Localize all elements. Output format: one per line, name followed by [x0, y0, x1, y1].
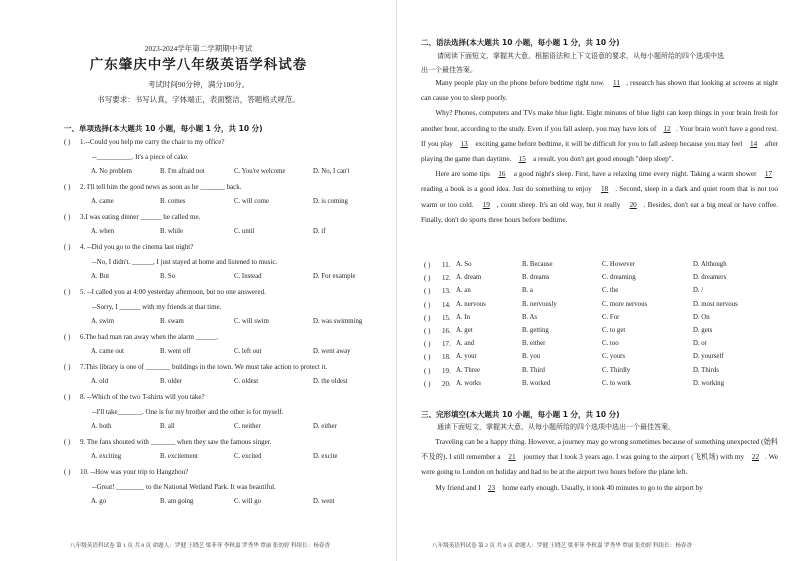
- passage-text: journey that I took 3 years ago. I was going to the airport (飞机场) with my: [521, 453, 747, 462]
- answer-bracket[interactable]: ( ): [64, 243, 71, 251]
- passage-text: , research has shown that looking at screens at night can cause you to sleep poorly.: [421, 79, 779, 103]
- answer-bracket[interactable]: ( ): [424, 327, 431, 335]
- passage-text: a result, you don't get good enough "deep sleep".: [531, 155, 674, 164]
- answer-bracket[interactable]: ( ): [64, 333, 71, 341]
- answer-option[interactable]: A. an: [456, 287, 471, 295]
- question-stem: 2. I'll tell him the good news as soon as he _______ back.: [80, 183, 242, 191]
- passage-paragraph: [421, 76, 778, 106]
- question-stem-reply: --I'll take_______. One is for my brother and the other is for myself.: [92, 408, 284, 416]
- section-2-heading: 二、语法选择(本大题共 10 小题，每小题 1 分，共 10 分): [421, 38, 620, 47]
- answer-option[interactable]: D. is coming: [313, 198, 348, 205]
- cloze-passage: [421, 435, 778, 496]
- answer-option[interactable]: B. you: [522, 353, 541, 361]
- answer-option[interactable]: B. swam: [160, 318, 184, 325]
- question-stem: 8. --Which of the two T-shirts will you take?: [80, 393, 205, 401]
- answer-option[interactable]: B. excitement: [160, 453, 198, 460]
- answer-option[interactable]: C. Instead: [234, 273, 262, 280]
- answer-option[interactable]: A. when: [91, 228, 115, 235]
- question-number: 18.: [442, 353, 451, 362]
- passage-text: . Besides, don't eat a big meal or have coffee. Finally, don't do sports three hours before bedtime.: [421, 200, 779, 224]
- answer-option[interactable]: B. As: [522, 313, 538, 321]
- passage-text: . We were going to London on holiday and had to be at the airport two hours before the plane left.: [421, 453, 778, 477]
- passage-text: My friend and I: [435, 483, 483, 492]
- passage-text: . Your brain won't have a good rest. If you play: [421, 124, 779, 148]
- question-stem: 9. The fans shouted with _______ when they saw the famous singer.: [80, 438, 272, 446]
- section-3-instruction: 通读下面短文，掌握其大意，从每小题所给的四个选项中选出一个最佳答案。: [437, 423, 675, 431]
- exam-info: 考试时间90分钟，满分100分。: [147, 80, 250, 89]
- answer-option[interactable]: C. left out: [234, 348, 262, 355]
- answer-option[interactable]: D. dreamers: [693, 274, 727, 282]
- question-stem: 10. --How was your trip to Hangzhou?: [80, 468, 189, 476]
- answer-option[interactable]: D. excite: [313, 453, 338, 460]
- answer-option[interactable]: D. working: [693, 379, 724, 387]
- question-stem: 6.The bad man ran away when the alarm ______.: [80, 333, 219, 341]
- answer-option[interactable]: B. dreams: [522, 274, 550, 282]
- answer-option[interactable]: A. came out: [91, 348, 125, 355]
- answer-option[interactable]: B. Because: [522, 261, 553, 268]
- blank-number: 14: [749, 139, 758, 148]
- answer-option[interactable]: C. will go: [234, 498, 262, 505]
- answer-option[interactable]: B. Third: [522, 366, 545, 374]
- answer-option[interactable]: A. works: [456, 379, 481, 387]
- answer-option[interactable]: C. to work: [602, 379, 631, 387]
- passage-text: Here are some tips: [435, 170, 493, 179]
- passage-text: Many people play on the phone before bedtime right now.: [435, 79, 607, 87]
- answer-option[interactable]: D. yourself: [693, 353, 724, 361]
- answer-option[interactable]: C. Thirdly: [602, 366, 631, 374]
- answer-option[interactable]: D. most nervous: [693, 300, 738, 308]
- section-1-heading: 一、单项选择(本大题共 10 小题，每小题 1 分，共 10 分): [64, 124, 263, 133]
- answer-option[interactable]: D. was swimming: [313, 318, 363, 325]
- answer-bracket[interactable]: ( ): [424, 300, 431, 309]
- answer-option[interactable]: C. yours: [602, 353, 626, 361]
- answer-option[interactable]: C. dreaming: [602, 274, 636, 282]
- answer-option[interactable]: B. am going: [160, 498, 194, 505]
- blank-number: 22: [751, 453, 760, 462]
- answer-option[interactable]: C. too: [602, 340, 619, 348]
- passage-text: Why? Phones, computers and TVs make blue light. Eight minutes of blue light can keep things in your brain fresh for another hour, according to the study. Even if you fall asleep, you may have lots of: [421, 109, 778, 133]
- answer-option[interactable]: A. came: [91, 198, 114, 205]
- question-stem-reply: --No, I didn't. ______, I just stayed at home and listened to music.: [92, 258, 278, 266]
- answer-bracket[interactable]: ( ): [424, 261, 431, 269]
- answer-bracket[interactable]: ( ): [64, 438, 71, 446]
- answer-bracket[interactable]: ( ): [424, 353, 431, 362]
- answer-option[interactable]: C. neither: [234, 423, 261, 430]
- question-number: 15.: [442, 313, 451, 322]
- answer-option[interactable]: B. So: [160, 273, 176, 280]
- question-number: 13.: [442, 287, 451, 296]
- answer-option[interactable]: B. went off: [160, 348, 191, 355]
- answer-option[interactable]: B. either: [522, 340, 546, 348]
- answer-bracket[interactable]: ( ): [424, 274, 431, 283]
- answer-bracket[interactable]: ( ): [64, 138, 71, 146]
- blank-number: 11: [613, 79, 620, 87]
- answer-option[interactable]: B. getting: [522, 327, 549, 334]
- blank-number: 13: [460, 139, 468, 148]
- passage-text: Traveling can be a happy thing. However, a journey may go wrong sometimes because of something unexpected (始料不及的). I still remember a: [421, 438, 778, 462]
- answer-option[interactable]: A. both: [91, 423, 112, 430]
- passage-text: home early enough. Usually, it took 40 minutes to go to the airport by: [500, 483, 703, 492]
- answer-option[interactable]: C. oldest: [234, 378, 259, 385]
- answer-option[interactable]: A. your: [456, 353, 477, 361]
- answer-option[interactable]: D. No, I can't: [313, 168, 350, 175]
- exam-title: 广东肇庆中学八年级英语学科试卷: [89, 57, 308, 73]
- question-stem: 4. --Did you go to the cinema last night?: [80, 243, 194, 251]
- answer-option[interactable]: D. the oldest: [313, 378, 348, 385]
- answer-option[interactable]: B. while: [160, 228, 184, 235]
- question-stem: 1.--Could you help me carry the chair to my office?: [80, 138, 225, 146]
- passage-text: reading a book is a good idea. Just do something to enjoy: [421, 185, 595, 194]
- question-stem-reply: --__________. It's a piece of cake.: [92, 153, 189, 161]
- blank-number: 16: [498, 170, 506, 179]
- answer-option[interactable]: C. However: [602, 261, 635, 268]
- question-number: 12.: [442, 274, 451, 283]
- answer-option[interactable]: A. exciting: [91, 453, 122, 460]
- question-number: 11.: [442, 261, 451, 269]
- question-stem: 5. --I called you at 4:00 yesterday afternoon, but no one answered.: [80, 288, 266, 296]
- writing-requirements: 书写要求：书写认真，字体端正，表面整洁，答题格式规范。: [97, 95, 300, 104]
- answer-option[interactable]: A. old: [91, 378, 108, 385]
- exam-year-line: 2023-2024学年第二学期期中考试: [144, 44, 253, 53]
- answer-option[interactable]: D. went away: [313, 348, 351, 355]
- answer-option[interactable]: D. Thirds: [693, 366, 719, 374]
- answer-option[interactable]: A. So: [456, 261, 472, 268]
- page-footer: 八年级英语科试卷 第 1 页 共 8 页 命题人：罗健 王晓艺 梁菲菲 李秋嘉 罗秀华 覃丽 张幼婷 科组长：杨春香: [70, 543, 331, 549]
- answer-bracket[interactable]: ( ): [424, 313, 431, 322]
- passage-text: after playing the game than daytime.: [421, 139, 779, 164]
- passage-text: . Second, sleep in a dark and quiet room that is not too warm or too cold.: [421, 185, 779, 209]
- answer-option[interactable]: D. On: [693, 313, 710, 321]
- answer-option[interactable]: A. No problem: [91, 168, 132, 175]
- blank-number: 18: [601, 185, 609, 194]
- passage-text: , count sheep. It's an old way, but it really: [496, 200, 623, 209]
- answer-bracket[interactable]: ( ): [64, 213, 71, 221]
- question-number: 19.: [442, 366, 451, 375]
- blank-number: 21: [508, 453, 516, 462]
- answer-option[interactable]: C. You're welcome: [234, 168, 286, 175]
- section-2-instruction-cont: 出一个最佳答案。: [421, 66, 477, 74]
- answer-option[interactable]: C. will come: [234, 198, 269, 205]
- question-number: 17.: [442, 340, 451, 349]
- answer-option[interactable]: B. worked: [522, 379, 551, 387]
- question-number: 14.: [442, 300, 451, 309]
- question-number: 20.: [442, 379, 451, 388]
- answer-option[interactable]: C. the: [602, 287, 619, 295]
- answer-option[interactable]: D. gets: [693, 327, 713, 334]
- answer-option[interactable]: C. excited: [234, 453, 262, 460]
- blank-number: 19: [482, 200, 490, 209]
- answer-option[interactable]: A. go: [91, 498, 107, 505]
- answer-option[interactable]: A. Three: [456, 366, 481, 374]
- answer-option[interactable]: C. more nervous: [602, 300, 648, 308]
- blank-number: 17: [764, 170, 773, 179]
- answer-option[interactable]: C. will swim: [234, 318, 269, 325]
- answer-option[interactable]: B. a: [522, 287, 533, 295]
- blank-number: 12: [663, 124, 671, 133]
- question-stem: 3.I was eating dinner ______ he called me.: [80, 213, 201, 221]
- answer-bracket[interactable]: ( ): [424, 340, 431, 349]
- right-page: [397, 0, 794, 561]
- answer-bracket[interactable]: ( ): [64, 468, 71, 476]
- answer-option[interactable]: A. nervous: [456, 300, 486, 308]
- question-stem-reply: --Great! ________ to the National Wetland Park. It was beautiful.: [92, 483, 276, 491]
- answer-option[interactable]: B. nervously: [522, 300, 557, 308]
- blank-number: 20: [629, 200, 637, 209]
- blank-number: 15: [518, 155, 526, 164]
- answer-option[interactable]: D. either: [313, 423, 337, 430]
- answer-bracket[interactable]: ( ): [64, 183, 71, 191]
- answer-option[interactable]: A. swim: [91, 318, 115, 325]
- question-stem-reply: --Sorry, I ______ with my friends at that time.: [92, 303, 222, 311]
- question-number: 16.: [442, 327, 451, 335]
- answer-option[interactable]: A. dream: [456, 274, 482, 282]
- answer-option[interactable]: C. For: [602, 313, 620, 321]
- page-footer: 八年级英语科试卷 第 2 页 共 8 页 命题人：罗健 王晓艺 梁菲菲 李秋嘉 罗秀华 覃丽 张幼婷 科组长：杨春香: [432, 543, 693, 549]
- question-stem: 7.This library is one of _______ buildings in the town. We must take action to protect it.: [80, 363, 328, 371]
- answer-option[interactable]: D. went: [313, 498, 335, 505]
- answer-bracket[interactable]: ( ): [64, 288, 71, 296]
- passage-text: exciting game before bedtime, it will be difficult for you to fall asleep because you may feel: [473, 139, 745, 148]
- answer-bracket[interactable]: ( ): [64, 393, 71, 401]
- answer-option[interactable]: B. comes: [160, 198, 186, 205]
- answer-option[interactable]: C. until: [234, 228, 255, 235]
- answer-bracket[interactable]: ( ): [424, 379, 431, 388]
- answer-option[interactable]: A. and: [456, 340, 475, 348]
- section-2-instruction: 请阅读下面短文，掌握其大意，根据语法和上下文语意的要求，从每小题所给的四个选项中选: [437, 52, 724, 60]
- answer-option[interactable]: D. /: [693, 287, 704, 295]
- answer-option[interactable]: A. But: [91, 273, 110, 280]
- answer-option[interactable]: B. older: [160, 378, 182, 385]
- passage-text: a good night's sleep. First, have a relaxing time every night. Taking a warm shower: [511, 170, 759, 179]
- passage-paragraph: [421, 435, 778, 481]
- answer-option[interactable]: B. I'm afraid not: [160, 168, 205, 175]
- blank-number: 23: [487, 483, 496, 492]
- answer-option[interactable]: C. to get: [602, 327, 626, 334]
- answer-option[interactable]: D. Although: [693, 261, 727, 268]
- answer-bracket[interactable]: ( ): [64, 363, 71, 371]
- answer-option[interactable]: B. all: [160, 423, 175, 430]
- answer-option[interactable]: D. if: [313, 228, 326, 235]
- passage-paragraph: [421, 481, 778, 496]
- answer-option[interactable]: D. or: [693, 340, 707, 348]
- passage-paragraph: [421, 106, 778, 167]
- grammar-passage: [421, 76, 778, 228]
- answer-bracket[interactable]: ( ): [424, 366, 431, 375]
- passage-paragraph: [421, 167, 778, 228]
- answer-option[interactable]: D. For example: [313, 273, 356, 280]
- section-3-heading: 三、完形填空(本大题共 10 小题，每小题 1 分，共 10 分): [421, 410, 620, 419]
- answer-option[interactable]: A. get: [456, 327, 473, 334]
- answer-option[interactable]: A. In: [456, 313, 470, 321]
- answer-bracket[interactable]: ( ): [424, 287, 431, 296]
